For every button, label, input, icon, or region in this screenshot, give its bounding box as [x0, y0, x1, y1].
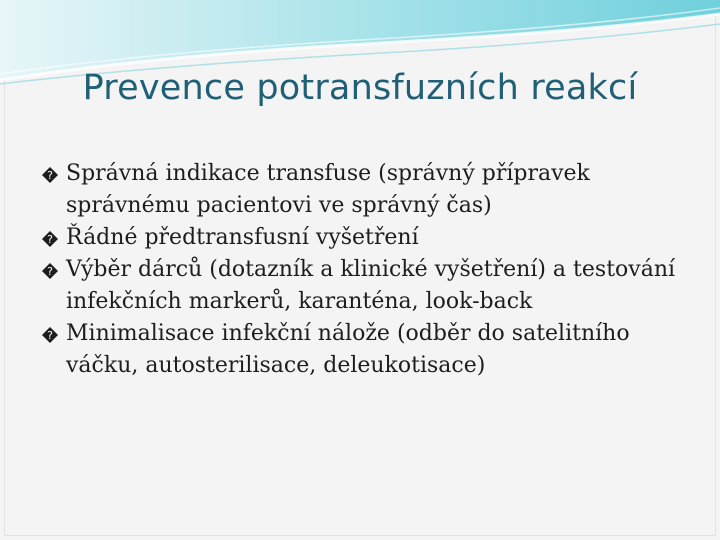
bullet-item: [40, 254, 700, 318]
svg-text:?: ?: [47, 233, 53, 246]
missing-glyph-icon: [40, 229, 60, 249]
missing-glyph-icon: [40, 261, 60, 281]
missing-glyph-icon: [40, 325, 60, 345]
bullet-text: Správná indikace transfuse (správný přípravek správnému pacientovi ve správný čas): [66, 161, 590, 218]
bullet-item: [40, 318, 700, 382]
missing-glyph-icon: [40, 165, 60, 185]
bullet-text: Minimalisace infekční nálože (odběr do satelitního váčku, autosterilisace, deleukotisace): [66, 321, 630, 378]
bullet-text: Výběr dárců (dotazník a klinické vyšetření) a testování infekčních markerů, karanténa, look-back: [66, 257, 676, 314]
bullet-list: [40, 158, 700, 382]
bullet-text: Řádné předtransfusní vyšetření: [66, 225, 419, 250]
bullet-item: [40, 222, 700, 254]
svg-text:?: ?: [47, 169, 53, 182]
bullet-item: [40, 158, 700, 222]
svg-text:?: ?: [47, 265, 53, 278]
svg-text:?: ?: [47, 329, 53, 342]
slide-title: Prevence potransfuzních reakcí: [82, 68, 638, 108]
